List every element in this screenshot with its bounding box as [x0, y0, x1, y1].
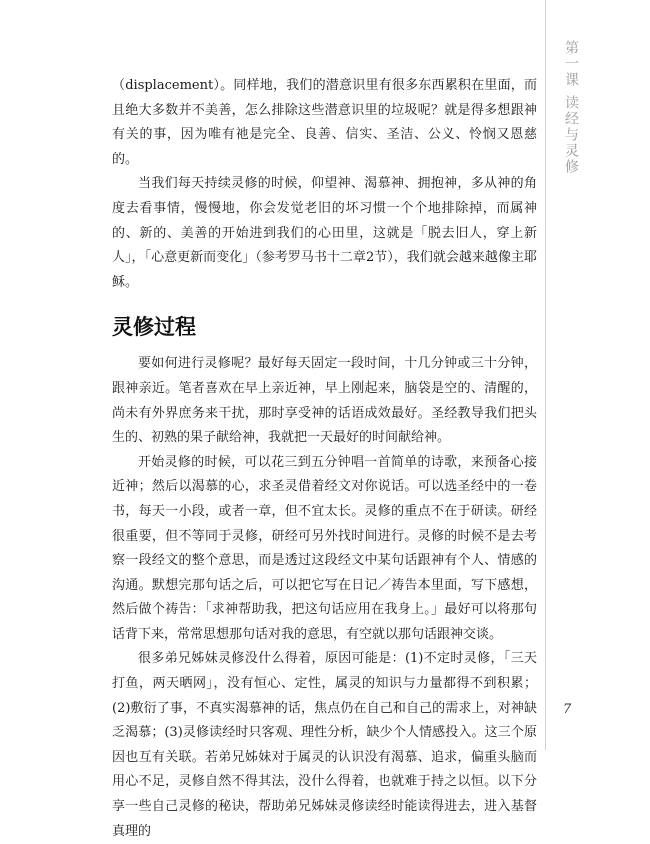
section-title: 灵修过程 — [112, 315, 196, 340]
page-number: 7 — [563, 702, 572, 717]
sidebar-divider — [545, 0, 546, 750]
paragraph-1: （displacement）。同样地，我们的潜意识里有很多东西累积在里面，而且绝大多数并不美善，怎么排除这些潜意识里的垃圾呢？就是得多想跟神有关的事，因为唯有祂是完全、良善、信实、圣洁、公义、怜悯又恩慈的。 — [112, 78, 537, 167]
sidebar-lesson-label: 第一课 — [563, 40, 579, 88]
paragraph-5: 很多弟兄姊妹灵修没什么得着，原因可能是：(1)不定时灵修，「三天打鱼，两天晒网」，没有恒心、定性，属灵的知识与力量都得不到积累；(2)敷衍了事，不真实渴慕神的话，焦点仍在自己和自己的需求上，对神缺乏渴慕；(3)灵修读经时只客观、理性分析，缺少个人情感投入。这三个原因也互有关联。若弟兄姊妹对于属灵的认识没有渴慕、追求，偏重头脑而用心不足，灵修自然不得其法，没什么得着，也就难于持之以恒。以下分享一些自己灵修的秘诀，帮助弟兄姊妹灵修读经时能读得进去，进入基督真理的 — [112, 651, 537, 839]
paragraph-3: 要如何进行灵修呢？最好每天固定一段时间，十几分钟或三十分钟，跟神亲近。笔者喜欢在早上亲近神，早上刚起来，脑袋是空的、清醒的，尚未有外界庶务来干扰，那时享受神的话语成效最好。圣经教导我们把头生的、初熟的果子献给神，我就把一天最好的时间献给神。 — [112, 356, 537, 446]
paragraph-4: 开始灵修的时候，可以花三到五分钟唱一首简单的诗歌，来预备心接近神；然后以渴慕的心，求圣灵借着经文对你说话。可以选圣经中的一卷书，每天一小段，或者一章，但不宜太长。灵修的重点不在于研读。研经很重要，但不等同于灵修，研经可另外找时间进行。灵修的时候不是去考察一段经文的整个意思，而是透过这段经文中某句话跟神有个人、情感的沟通。默想完那句话之后，可以把它写在日记／祷告本里面，写下感想，然后做个祷告：「求神帮助我，把这句话应用在我身上。」最好可以将那句话背下来，常常思想那句话对我的意思，有空就以那句话跟神交谈。 — [112, 454, 537, 642]
sidebar-chapter-label: 读经与灵修 — [563, 95, 579, 175]
paragraph-2: 当我们每天持续灵修的时候，仰望神、渴慕神、拥抱神，多从神的角度去看事情，慢慢地，你会发觉老旧的坏习惯一个个地排除掉，而属神的、新的、美善的开始进到我们的心田里，这就是「脱去旧人，穿上新人」，「心意更新而变化」（参考罗马书十二章2节），我们就会越来越像主耶稣。 — [112, 176, 537, 290]
main-text-column — [112, 74, 537, 844]
